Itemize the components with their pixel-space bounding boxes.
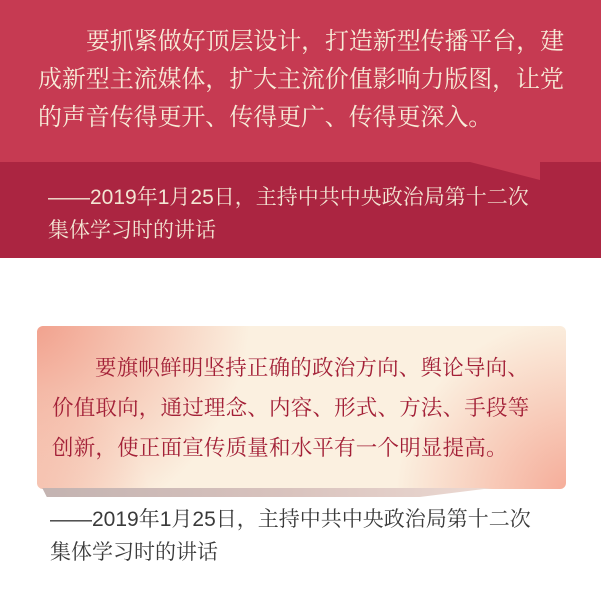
quote2-attribution [50,503,570,569]
quote1-line-3: 的声音传得更开、传得更广、传得更深入。 [38,105,493,131]
quote2-card [37,326,566,489]
quote2-line-3: 创新，使正面宣传质量和水平有一个明显提高。 [52,436,508,460]
quote1-attribution-line-1: ——2019年1月25日，主持中共中央政治局第十二次 [48,186,529,209]
quote1-block [0,0,601,162]
quote2-attribution-line-2: 集体学习时的讲话 [50,541,218,564]
quote2-line-1: 要旗帜鲜明坚持正确的政治方向、舆论导向、 [95,356,530,380]
quote1-attribution-line-2: 集体学习时的讲话 [48,219,216,242]
quote1-line-2: 成新型主流媒体，扩大主流价值影响力版图，让党 [38,67,564,93]
quote2-attribution-line-1: ——2019年1月25日，主持中共中央政治局第十二次 [50,508,531,531]
card-shadow [40,488,492,497]
quote1-attribution-band [0,162,601,258]
quote1-line-1: 要抓紧做好顶层设计，打造新型传播平台，建 [86,29,564,55]
quote2-line-2: 价值取向，通过理念、内容、形式、方法、手段等 [52,396,530,420]
